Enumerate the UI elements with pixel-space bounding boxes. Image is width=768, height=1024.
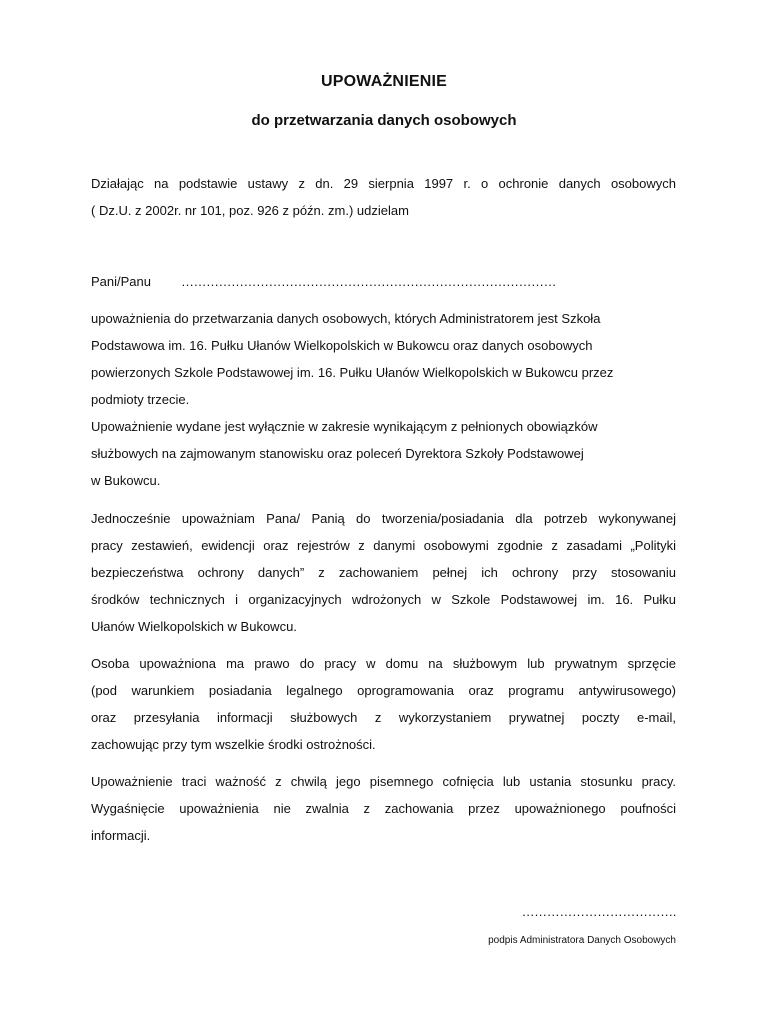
paragraph-line: (pod warunkiem posiadania legalnego oprogramowania oraz programu antywirusowego) [91,683,676,698]
paragraph-line: Upoważnienie traci ważność z chwilą jego pisemnego cofnięcia lub ustania stosunku pracy. [91,774,676,789]
remote-work-paragraph [91,650,676,758]
authorization-paragraph [91,305,676,494]
paragraph-line: Osoba upoważniona ma prawo do pracy w domu na służbowym lub prywatnym sprzęcie [91,656,676,671]
recipient-name-field: ……………………………………………………………………………… [181,274,556,289]
paragraph-line: informacji. [91,828,151,843]
paragraph-line: pracy zestawień, ewidencji oraz rejestrów z danymi osobowymi zgodnie z zasadami „Polityki [91,538,676,553]
validity-paragraph [91,768,676,849]
paragraph-line: Ułanów Wielkopolskich w Bukowcu. [91,619,297,634]
recipient-label: Pani/Panu [91,274,151,289]
paragraph-line: Jednocześnie upoważniam Pana/ Panią do tworzenia/posiadania dla potrzeb wykonywanej [91,511,676,526]
records-paragraph [91,505,676,640]
document-subtitle: do przetwarzania danych osobowych [251,112,517,129]
document-title: UPOWAŻNIENIE [321,73,447,90]
signature-caption: podpis Administratora Danych Osobowych [488,935,676,946]
paragraph-line: oraz przesyłania informacji służbowych z wykorzystaniem prywatnej poczty e-mail, [91,710,676,725]
paragraph-line: powierzonych Szkole Podstawowej im. 16. Pułku Ułanów Wielkopolskich w Bukowcu przez [91,365,614,380]
paragraph-line: służbowych na zajmowanym stanowisku oraz poleceń Dyrektora Szkoły Podstawowej [91,446,584,461]
paragraph-line: w Bukowcu. [91,473,161,488]
paragraph-line: Wygaśnięcie upoważnienia nie zwalnia z zachowania przez upoważnionego poufności [91,801,676,816]
paragraph-line: upoważnienia do przetwarzania danych osobowych, których Administratorem jest Szkoła [91,311,601,326]
signature-line: ………………………………. [521,904,676,919]
intro-line: Działając na podstawie ustawy z dn. 29 sierpnia 1997 r. o ochronie danych osobowych [91,176,676,191]
intro-paragraph [91,170,676,224]
paragraph-line: Upoważnienie wydane jest wyłącznie w zakresie wynikającym z pełnionych obowiązków [91,419,598,434]
paragraph-line: środków technicznych i organizacyjnych wdrożonych w Szkole Podstawowej im. 16. Pułku [91,592,676,607]
paragraph-line: bezpieczeństwa ochrony danych” z zachowaniem pełnej ich ochrony przy stosowaniu [91,565,676,580]
paragraph-line: zachowując przy tym wszelkie środki ostrożności. [91,737,376,752]
paragraph-line: Podstawowa im. 16. Pułku Ułanów Wielkopolskich w Bukowcu oraz danych osobowych [91,338,593,353]
intro-line: ( Dz.U. z 2002r. nr 101, poz. 926 z późn. zm.) udzielam [91,203,409,218]
paragraph-line: podmioty trzecie. [91,392,190,407]
